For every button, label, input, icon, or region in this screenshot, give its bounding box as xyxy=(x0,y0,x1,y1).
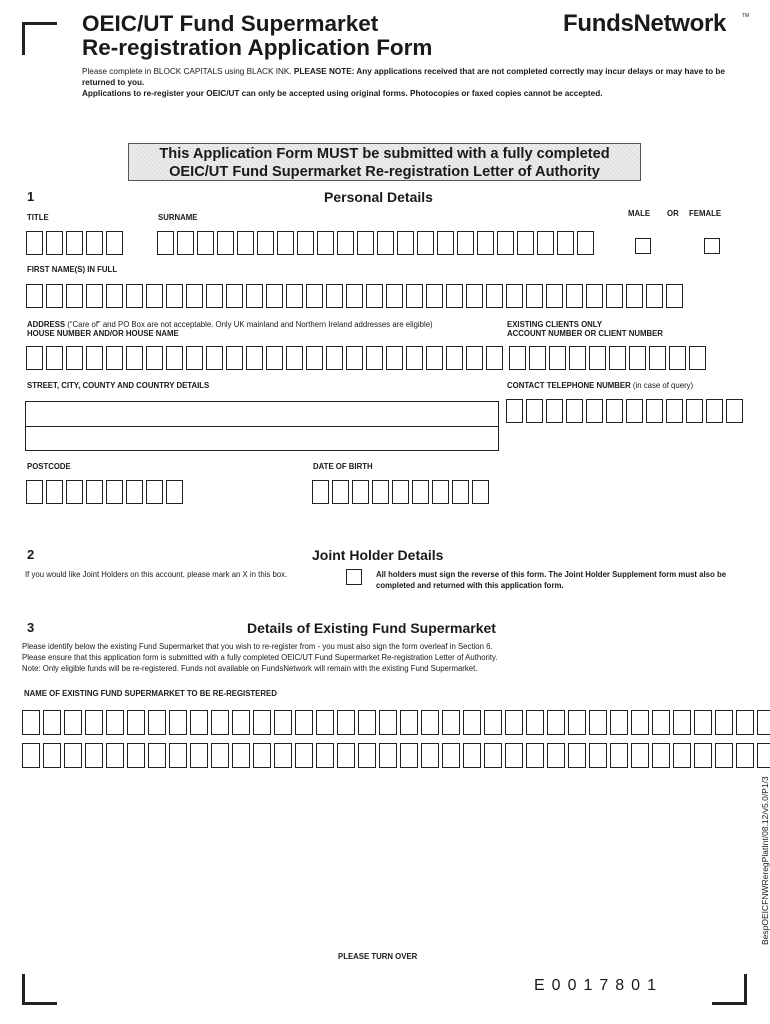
char-box[interactable] xyxy=(46,346,63,370)
street-label: STREET, CITY, COUNTY AND COUNTRY DETAILS xyxy=(27,381,210,390)
house-boxes[interactable] xyxy=(26,346,506,370)
char-box[interactable] xyxy=(463,743,481,768)
char-box[interactable] xyxy=(437,231,454,255)
section3-number: 3 xyxy=(27,620,35,635)
char-box[interactable] xyxy=(337,710,355,735)
joint-holder-note: All holders must sign the reverse of this form. The Joint Holder Supplement form must also be completed and returned with this application form. xyxy=(376,570,727,590)
char-box[interactable] xyxy=(673,710,691,735)
char-box[interactable] xyxy=(358,710,376,735)
char-box[interactable] xyxy=(586,399,603,423)
char-box[interactable] xyxy=(686,399,703,423)
char-box[interactable] xyxy=(377,231,394,255)
char-box[interactable] xyxy=(477,231,494,255)
char-box[interactable] xyxy=(566,399,583,423)
char-box[interactable] xyxy=(266,346,283,370)
char-box[interactable] xyxy=(211,710,229,735)
postcode-boxes[interactable] xyxy=(26,480,186,504)
char-box[interactable] xyxy=(146,480,163,504)
char-box[interactable] xyxy=(295,710,313,735)
female-checkbox[interactable] xyxy=(704,238,720,254)
char-box[interactable] xyxy=(726,399,743,423)
char-box[interactable] xyxy=(757,743,770,768)
char-box[interactable] xyxy=(646,284,663,308)
char-box[interactable] xyxy=(306,346,323,370)
char-box[interactable] xyxy=(317,231,334,255)
char-box[interactable] xyxy=(463,710,481,735)
char-box[interactable] xyxy=(237,231,254,255)
char-box[interactable] xyxy=(392,480,409,504)
char-box[interactable] xyxy=(190,710,208,735)
char-box[interactable] xyxy=(166,284,183,308)
char-box[interactable] xyxy=(379,710,397,735)
fundsnetwork-logo: FundsNetwork xyxy=(563,10,727,37)
section2-heading: Joint Holder Details xyxy=(312,547,444,563)
char-box[interactable] xyxy=(610,743,628,768)
char-box[interactable] xyxy=(506,284,523,308)
char-box[interactable] xyxy=(694,743,712,768)
title-boxes[interactable] xyxy=(26,231,126,255)
phone-label-note: (in case of query) xyxy=(632,381,694,390)
char-box[interactable] xyxy=(505,743,523,768)
char-box[interactable] xyxy=(568,710,586,735)
char-box[interactable] xyxy=(106,710,124,735)
char-box[interactable] xyxy=(706,399,723,423)
phone-label xyxy=(507,381,693,390)
char-box[interactable] xyxy=(253,743,271,768)
char-box[interactable] xyxy=(689,346,706,370)
please-turn-over: PLEASE TURN OVER xyxy=(338,952,418,961)
char-box[interactable] xyxy=(253,710,271,735)
dob-label: DATE OF BIRTH xyxy=(313,462,373,471)
char-box[interactable] xyxy=(257,231,274,255)
postcode-label: POSTCODE xyxy=(27,462,71,471)
char-box[interactable] xyxy=(312,480,329,504)
char-box[interactable] xyxy=(226,284,243,308)
char-box[interactable] xyxy=(386,284,403,308)
section3-text xyxy=(22,641,742,674)
char-box[interactable] xyxy=(26,480,43,504)
char-box[interactable] xyxy=(22,710,40,735)
char-box[interactable] xyxy=(529,346,546,370)
char-box[interactable] xyxy=(736,743,754,768)
char-box[interactable] xyxy=(509,346,526,370)
char-box[interactable] xyxy=(274,743,292,768)
char-box[interactable] xyxy=(43,710,61,735)
char-box[interactable] xyxy=(126,480,143,504)
char-box[interactable] xyxy=(547,743,565,768)
section3-heading: Details of Existing Fund Supermarket xyxy=(247,620,496,636)
char-box[interactable] xyxy=(669,346,686,370)
char-box[interactable] xyxy=(46,480,63,504)
intro-text xyxy=(82,66,742,99)
char-box[interactable] xyxy=(526,743,544,768)
char-box[interactable] xyxy=(316,710,334,735)
char-box[interactable] xyxy=(366,284,383,308)
char-box[interactable] xyxy=(169,743,187,768)
char-box[interactable] xyxy=(484,743,502,768)
char-box[interactable] xyxy=(466,284,483,308)
char-box[interactable] xyxy=(166,346,183,370)
joint-holder-text: If you would like Joint Holders on this account, please mark an X in this box. xyxy=(25,570,288,579)
char-box[interactable] xyxy=(557,231,574,255)
char-box[interactable] xyxy=(326,346,343,370)
intro-line1-bold: PLEASE NOTE: Any applications received that are not completed correctly may incur delays or may have to be returned to you. xyxy=(82,67,725,87)
char-box[interactable] xyxy=(126,284,143,308)
char-box[interactable] xyxy=(526,284,543,308)
char-box[interactable] xyxy=(609,346,626,370)
char-box[interactable] xyxy=(286,346,303,370)
char-box[interactable] xyxy=(606,284,623,308)
char-box[interactable] xyxy=(610,710,628,735)
supermarket-name-label: NAME OF EXISTING FUND SUPERMARKET TO BE RE-REGISTERED xyxy=(24,689,277,698)
char-box[interactable] xyxy=(66,346,83,370)
section3-line2: Please ensure that this application form is submitted with a fully completed OEIC/UT Fund Supermarket Re-registration Letter of Authority. xyxy=(22,653,498,662)
char-box[interactable] xyxy=(526,399,543,423)
char-box[interactable] xyxy=(715,743,733,768)
char-box[interactable] xyxy=(366,346,383,370)
char-box[interactable] xyxy=(26,231,43,255)
char-box[interactable] xyxy=(106,231,123,255)
char-box[interactable] xyxy=(217,231,234,255)
banner-line2: OEIC/UT Fund Supermarket Re-registration Letter of Authority xyxy=(169,164,600,180)
char-box[interactable] xyxy=(186,346,203,370)
char-box[interactable] xyxy=(86,480,103,504)
char-box[interactable] xyxy=(547,710,565,735)
char-box[interactable] xyxy=(586,284,603,308)
section3-line1: Please identify below the existing Fund Supermarket that you wish to re-register from - you must also sign the form overleaf in Section 6. xyxy=(22,642,493,651)
char-box[interactable] xyxy=(589,346,606,370)
char-box[interactable] xyxy=(421,743,439,768)
surname-boxes[interactable] xyxy=(157,231,597,255)
crop-mark-bottom-right xyxy=(712,974,747,1005)
char-box[interactable] xyxy=(537,231,554,255)
char-box[interactable] xyxy=(186,284,203,308)
char-box[interactable] xyxy=(146,346,163,370)
char-box[interactable] xyxy=(397,231,414,255)
address-label-bold: ADDRESS xyxy=(27,320,66,329)
char-box[interactable] xyxy=(85,743,103,768)
char-box[interactable] xyxy=(566,284,583,308)
char-box[interactable] xyxy=(86,284,103,308)
char-box[interactable] xyxy=(652,743,670,768)
char-box[interactable] xyxy=(426,346,443,370)
female-label: FEMALE xyxy=(689,209,722,218)
form-title-line1: OEIC/UT Fund Supermarket xyxy=(82,11,379,36)
char-box[interactable] xyxy=(26,284,43,308)
intro-line2: Applications to re-register your OEIC/UT can only be accepted using original forms. Photocopies or faxed copies cannot be accepted. xyxy=(82,89,603,98)
char-box[interactable] xyxy=(127,743,145,768)
existing-clients-label: EXISTING CLIENTS ONLY xyxy=(507,320,603,329)
char-box[interactable] xyxy=(715,710,733,735)
char-box[interactable] xyxy=(26,346,43,370)
first-names-boxes[interactable] xyxy=(26,284,686,308)
title-label: TITLE xyxy=(27,213,49,222)
dob-boxes[interactable] xyxy=(312,480,492,504)
char-box[interactable] xyxy=(66,284,83,308)
char-box[interactable] xyxy=(631,743,649,768)
char-box[interactable] xyxy=(190,743,208,768)
char-box[interactable] xyxy=(306,284,323,308)
char-box[interactable] xyxy=(157,231,174,255)
char-box[interactable] xyxy=(46,231,63,255)
char-box[interactable] xyxy=(274,710,292,735)
male-label: MALE xyxy=(628,209,651,218)
char-box[interactable] xyxy=(589,743,607,768)
char-box[interactable] xyxy=(66,231,83,255)
char-box[interactable] xyxy=(577,231,594,255)
char-box[interactable] xyxy=(484,710,502,735)
trademark-mark: TM xyxy=(742,13,750,19)
char-box[interactable] xyxy=(106,743,124,768)
char-box[interactable] xyxy=(412,480,429,504)
char-box[interactable] xyxy=(432,480,449,504)
surname-label: SURNAME xyxy=(158,213,198,222)
supermarket-name-boxes-row2[interactable] xyxy=(22,743,770,768)
char-box[interactable] xyxy=(694,710,712,735)
char-box[interactable] xyxy=(295,743,313,768)
section1-number: 1 xyxy=(27,189,35,204)
char-box[interactable] xyxy=(666,284,683,308)
char-box[interactable] xyxy=(505,710,523,735)
char-box[interactable] xyxy=(626,284,643,308)
supermarket-name-boxes-row1[interactable] xyxy=(22,710,770,735)
first-names-label: FIRST NAME(S) IN FULL xyxy=(27,265,118,274)
char-box[interactable] xyxy=(166,480,183,504)
char-box[interactable] xyxy=(127,710,145,735)
char-box[interactable] xyxy=(64,743,82,768)
house-label: HOUSE NUMBER AND/OR HOUSE NAME xyxy=(27,329,179,338)
char-box[interactable] xyxy=(442,710,460,735)
char-box[interactable] xyxy=(232,710,250,735)
char-box[interactable] xyxy=(457,231,474,255)
intro-line1-normal: Please complete in BLOCK CAPITALS using BLACK INK. xyxy=(82,67,292,76)
char-box[interactable] xyxy=(86,231,103,255)
char-box[interactable] xyxy=(169,710,187,735)
char-box[interactable] xyxy=(277,231,294,255)
char-box[interactable] xyxy=(646,399,663,423)
char-box[interactable] xyxy=(43,743,61,768)
char-box[interactable] xyxy=(506,399,523,423)
char-box[interactable] xyxy=(246,284,263,308)
form-reference-code: BespOEICFNWReregPlatInt/08.12/v5.0/P1/3 xyxy=(760,776,770,945)
address-label xyxy=(27,320,507,329)
char-box[interactable] xyxy=(337,231,354,255)
char-box[interactable] xyxy=(85,710,103,735)
char-box[interactable] xyxy=(421,710,439,735)
char-box[interactable] xyxy=(626,399,643,423)
char-box[interactable] xyxy=(546,399,563,423)
section1-heading: Personal Details xyxy=(324,189,433,205)
char-box[interactable] xyxy=(757,710,770,735)
male-checkbox[interactable] xyxy=(635,238,651,254)
or-label: OR xyxy=(667,209,679,218)
account-number-boxes[interactable] xyxy=(509,346,709,370)
char-box[interactable] xyxy=(246,346,263,370)
char-box[interactable] xyxy=(316,743,334,768)
char-box[interactable] xyxy=(517,231,534,255)
char-box[interactable] xyxy=(606,399,623,423)
char-box[interactable] xyxy=(406,284,423,308)
char-box[interactable] xyxy=(568,743,586,768)
section3-line3: Note: Only eligible funds will be re-registered. Funds not available on FundsNetwork will remain with the existing Fund Supermarket. xyxy=(22,664,478,673)
phone-boxes[interactable] xyxy=(506,399,746,423)
char-box[interactable] xyxy=(736,710,754,735)
char-box[interactable] xyxy=(206,346,223,370)
account-number-label: ACCOUNT NUMBER OR CLIENT NUMBER xyxy=(507,329,663,338)
char-box[interactable] xyxy=(232,743,250,768)
char-box[interactable] xyxy=(526,710,544,735)
char-box[interactable] xyxy=(589,710,607,735)
char-box[interactable] xyxy=(649,346,666,370)
street-address-field[interactable] xyxy=(25,401,499,451)
char-box[interactable] xyxy=(549,346,566,370)
char-box[interactable] xyxy=(177,231,194,255)
char-box[interactable] xyxy=(546,284,563,308)
char-box[interactable] xyxy=(629,346,646,370)
char-box[interactable] xyxy=(346,284,363,308)
char-box[interactable] xyxy=(297,231,314,255)
char-box[interactable] xyxy=(46,284,63,308)
char-box[interactable] xyxy=(466,346,483,370)
char-box[interactable] xyxy=(126,346,143,370)
crop-mark-bottom-left xyxy=(22,974,57,1005)
char-box[interactable] xyxy=(197,231,214,255)
char-box[interactable] xyxy=(22,743,40,768)
char-box[interactable] xyxy=(631,710,649,735)
banner-line1: This Application Form MUST be submitted with a fully completed xyxy=(159,146,610,162)
char-box[interactable] xyxy=(472,480,489,504)
char-box[interactable] xyxy=(486,346,503,370)
char-box[interactable] xyxy=(569,346,586,370)
char-box[interactable] xyxy=(332,480,349,504)
char-box[interactable] xyxy=(666,399,683,423)
char-box[interactable] xyxy=(226,346,243,370)
char-box[interactable] xyxy=(146,284,163,308)
form-title-line2: Re-registration Application Form xyxy=(82,35,433,60)
char-box[interactable] xyxy=(652,710,670,735)
char-box[interactable] xyxy=(106,346,123,370)
char-box[interactable] xyxy=(386,346,403,370)
char-box[interactable] xyxy=(148,743,166,768)
char-box[interactable] xyxy=(452,480,469,504)
char-box[interactable] xyxy=(106,284,123,308)
serial-number: E0017801 xyxy=(534,977,663,994)
char-box[interactable] xyxy=(486,284,503,308)
char-box[interactable] xyxy=(417,231,434,255)
char-box[interactable] xyxy=(358,743,376,768)
char-box[interactable] xyxy=(497,231,514,255)
char-box[interactable] xyxy=(406,346,423,370)
char-box[interactable] xyxy=(372,480,389,504)
phone-label-bold: CONTACT TELEPHONE NUMBER xyxy=(507,381,631,390)
joint-holder-checkbox[interactable] xyxy=(346,569,362,585)
char-box[interactable] xyxy=(446,284,463,308)
address-label-note: (“Care of” and PO Box are not acceptable. Only UK mainland and Northern Ireland addresses are eligible) xyxy=(67,320,433,329)
char-box[interactable] xyxy=(346,346,363,370)
char-box[interactable] xyxy=(148,710,166,735)
char-box[interactable] xyxy=(106,480,123,504)
char-box[interactable] xyxy=(64,710,82,735)
char-box[interactable] xyxy=(673,743,691,768)
char-box[interactable] xyxy=(400,710,418,735)
char-box[interactable] xyxy=(211,743,229,768)
char-box[interactable] xyxy=(446,346,463,370)
char-box[interactable] xyxy=(352,480,369,504)
char-box[interactable] xyxy=(266,284,283,308)
char-box[interactable] xyxy=(326,284,343,308)
char-box[interactable] xyxy=(357,231,374,255)
char-box[interactable] xyxy=(379,743,397,768)
char-box[interactable] xyxy=(426,284,443,308)
char-box[interactable] xyxy=(400,743,418,768)
char-box[interactable] xyxy=(337,743,355,768)
char-box[interactable] xyxy=(86,346,103,370)
char-box[interactable] xyxy=(66,480,83,504)
char-box[interactable] xyxy=(206,284,223,308)
section2-number: 2 xyxy=(27,547,35,562)
char-box[interactable] xyxy=(442,743,460,768)
crop-mark-top-left xyxy=(22,22,57,55)
authority-banner xyxy=(128,143,641,181)
char-box[interactable] xyxy=(286,284,303,308)
